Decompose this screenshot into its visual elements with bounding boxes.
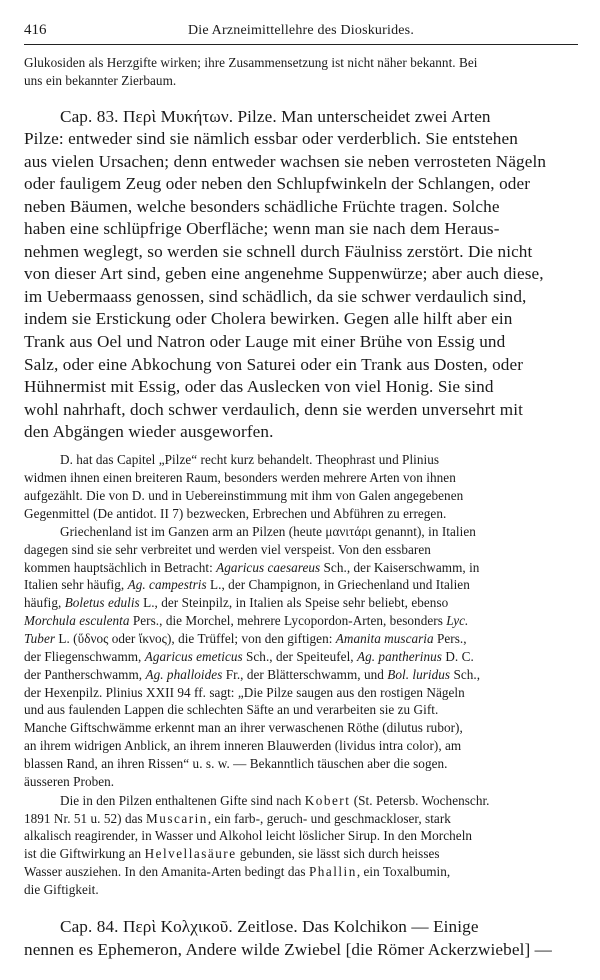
text-line (24, 355, 523, 375)
text-segment: Trank aus Oel und Natron oder Lauge mit einer Brühe von Essig und (24, 332, 506, 351)
text-line (24, 55, 477, 71)
text-segment: ist die Giftwirkung an (24, 846, 145, 861)
text-segment: im Uebermaass genossen, sind schädlich, da sie schwer verdaulich sind, (24, 287, 527, 306)
text-line (24, 846, 440, 862)
text-line (24, 940, 552, 960)
text-line (24, 649, 474, 665)
italic-term: Lyc. (446, 613, 469, 628)
text-line (24, 613, 468, 629)
text-line (24, 738, 461, 754)
text-segment: Italien sehr häufig, (24, 577, 128, 592)
text-line (24, 774, 114, 790)
text-segment: nennen es Ephemeron, Andere wilde Zwiebel [die Römer Ackerzwiebel] — (24, 940, 552, 959)
text-segment: Wasser ausziehen. In den Amanita-Arten bedingt das (24, 864, 309, 879)
text-segment: indem sie Erstickung oder Cholera bewirken. Gegen alle hilft aber ein (24, 309, 513, 328)
text-segment: der Pantherschwamm, (24, 667, 146, 682)
text-segment: den Abgängen wieder ausgeworfen. (24, 422, 274, 441)
text-line (24, 129, 518, 149)
text-segment: Die in den Pilzen enthaltenen Gifte sind nach (60, 793, 305, 808)
text-segment: , ein farb-, geruch- und geschmackloser, stark (207, 811, 451, 826)
spaced-term: Kobert (304, 793, 351, 808)
text-line (60, 524, 476, 540)
text-line (24, 577, 470, 593)
text-line (24, 332, 505, 352)
text-line (24, 377, 494, 397)
text-segment: an ihrem widrigen Anblick, an ihrem inneren Blauwerden (lividus intra color), am (24, 738, 462, 753)
text-segment: neben Bäumen, welche besonders schädliche Früchte tragen. Solche (24, 197, 500, 216)
text-segment: der Fliegenschwamm, (24, 649, 145, 664)
spaced-term: Phallin (308, 864, 357, 879)
text-line (60, 107, 491, 127)
text-segment: gebunden, sie lässt sich durch heisses (236, 846, 440, 861)
spaced-term: Helvellasäure (144, 846, 237, 861)
text-line (24, 264, 544, 284)
text-line (24, 685, 465, 701)
text-segment: Glukosiden als Herzgifte wirken; ihre Zusammensetzung ist nicht näher bekannt. Bei (24, 55, 478, 70)
text-segment: oder fauligem Zeug oder neben den Schlupfwinkeln der Schlangen, oder (24, 174, 531, 193)
italic-term: Tuber (24, 631, 56, 646)
italic-term: Ag. phalloides (145, 667, 223, 682)
text-segment: der Hexenpilz. Plinius XXII 94 ff. sagt: „Die Pilze saugen aus den rostigen Nägeln (24, 685, 465, 700)
text-line (24, 197, 500, 217)
text-segment: Sch., der Kaiserschwamm, in (320, 560, 480, 575)
text-line (24, 488, 463, 504)
text-line (24, 174, 530, 194)
text-segment: äusseren Proben. (24, 774, 115, 789)
text-line (24, 400, 523, 420)
text-segment: uns ein bekannter Zierbaum. (24, 73, 177, 88)
text-segment: L., der Champignon, in Griechenland und Italien (206, 577, 470, 592)
italic-term: Bol. luridus (387, 667, 451, 682)
italic-term: Agaricus caesareus (216, 560, 321, 575)
text-segment: (St. Petersb. Wochenschr. (350, 793, 490, 808)
italic-term: Ag. campestris (127, 577, 207, 592)
text-segment: Salz, oder eine Abkochung von Saturei oder ein Trank aus Dosten, oder (24, 355, 524, 374)
text-segment: D. hat das Capitel „Pilze“ recht kurz behandelt. Theophrast und Plinius (60, 452, 440, 467)
text-segment: kommen hauptsächlich in Betracht: (24, 560, 217, 575)
text-segment: D. C. (442, 649, 474, 664)
text-segment: die Giftigkeit. (24, 882, 99, 897)
text-line (24, 542, 431, 558)
text-segment: Cap. 83. Περὶ Μυκήτων. Pilze. Man unterscheidet zwei Arten (60, 107, 491, 126)
text-line (24, 560, 479, 576)
text-line (24, 631, 467, 647)
text-line (24, 242, 532, 262)
text-segment: Griechenland ist im Ganzen arm an Pilzen (heute μανιτάρι genannt), in Italien (60, 524, 476, 539)
running-title: Die Arzneimittellehre des Dioskurides. (187, 23, 415, 38)
text-segment: L. (ὕδνος oder ἴκνος), die Trüffel; von den giftigen: (55, 631, 336, 646)
text-line (24, 595, 448, 611)
text-line (24, 309, 512, 329)
text-segment: und aus faulenden Lappen die schlechten Säfte an und verarbeiten sie zu Gift. (24, 702, 439, 717)
text-line (24, 287, 526, 307)
text-line (24, 828, 472, 844)
text-segment: Sch., (450, 667, 481, 682)
text-segment: alkalisch reagirender, in Wasser und Alkohol leicht löslicher Sirup. In den Morcheln (24, 828, 473, 843)
text-line (24, 756, 447, 772)
text-segment: wohl nahrhaft, doch schwer verdaulich, denn sie werden unversehrt mit (24, 400, 523, 419)
text-segment: Manche Giftschwämme erkennt man an ihrer verwaschenen Röthe (dilutus rubor), (24, 720, 463, 735)
text-segment: L., der Steinpilz, in Italien als Speise sehr beliebt, ebenso (139, 595, 449, 610)
text-line (24, 506, 446, 522)
text-segment: widmen ihnen einen breiteren Raum, besonders werden mehrere Arten von ihnen (24, 470, 456, 485)
running-header (24, 22, 578, 45)
text-segment: 1891 Nr. 51 u. 52) das (24, 811, 147, 826)
text-line (60, 452, 439, 468)
italic-term: Agaricus emeticus (144, 649, 243, 664)
text-line (24, 422, 273, 442)
text-segment: Pers., (433, 631, 467, 646)
text-segment: Hühnermist mit Essig, oder das Auslecken von viel Honig. Sie sind (24, 377, 494, 396)
text-line (24, 152, 546, 172)
text-line (24, 864, 450, 880)
text-segment: nehmen weglegt, so werden sie schnell durch Fäulniss zerstört. Die nicht (24, 242, 533, 261)
text-segment: aufgezählt. Die von D. und in Uebereinstimmung mit ihm von Galen angegebenen (24, 488, 464, 503)
text-segment: Cap. 84. Περὶ Κολχικοῦ. Zeitlose. Das Kolchikon — Einige (60, 917, 479, 936)
text-segment: aus vielen Ursachen; denn entweder wachsen sie neben verrosteten Nägeln (24, 152, 547, 171)
text-line (60, 793, 490, 809)
italic-term: Amanita muscaria (335, 631, 434, 646)
text-line (24, 73, 176, 89)
text-line (24, 882, 99, 898)
text-segment: Sch., der Speiteufel, (242, 649, 357, 664)
text-segment: Pers., die Morchel, mehrere Lycopordon-Arten, besonders (129, 613, 447, 628)
text-line (24, 811, 451, 827)
text-line (24, 470, 456, 486)
text-segment: dagegen sind sie sehr verbreitet und werden viel verspeist. Von den essbaren (24, 542, 431, 557)
text-segment: haben eine schlüpfrige Oberfläche; wenn man sie nach dem Heraus- (24, 219, 500, 238)
italic-term: Morchula esculenta (24, 613, 130, 628)
text-line (24, 667, 480, 683)
italic-term: Boletus edulis (64, 595, 140, 610)
text-segment: häufig, (24, 595, 65, 610)
text-segment: Fr., der Blätterschwamm, und (222, 667, 388, 682)
text-segment: blassen Rand, an ihren Rissen“ u. s. w. — Bekanntlich täuschen aber die sogen. (24, 756, 448, 771)
spaced-term: Muscarin (146, 811, 208, 826)
text-segment: Gegenmittel (De antidot. II 7) bezwecken, Erbrechen und Abführen zu erregen. (24, 506, 447, 521)
text-line (24, 720, 463, 736)
text-line (24, 702, 438, 718)
text-line (24, 219, 500, 239)
text-line (60, 917, 479, 937)
text-segment: von dieser Art sind, geben eine angenehme Suppenwürze; aber auch diese, (24, 264, 544, 283)
text-segment: , ein Toxalbumin, (356, 864, 451, 879)
text-segment: Pilze: entweder sind sie nämlich essbar oder verderblich. Sie entstehen (24, 129, 518, 148)
page-number: 416 (24, 22, 47, 38)
italic-term: Ag. pantherinus (356, 649, 442, 664)
